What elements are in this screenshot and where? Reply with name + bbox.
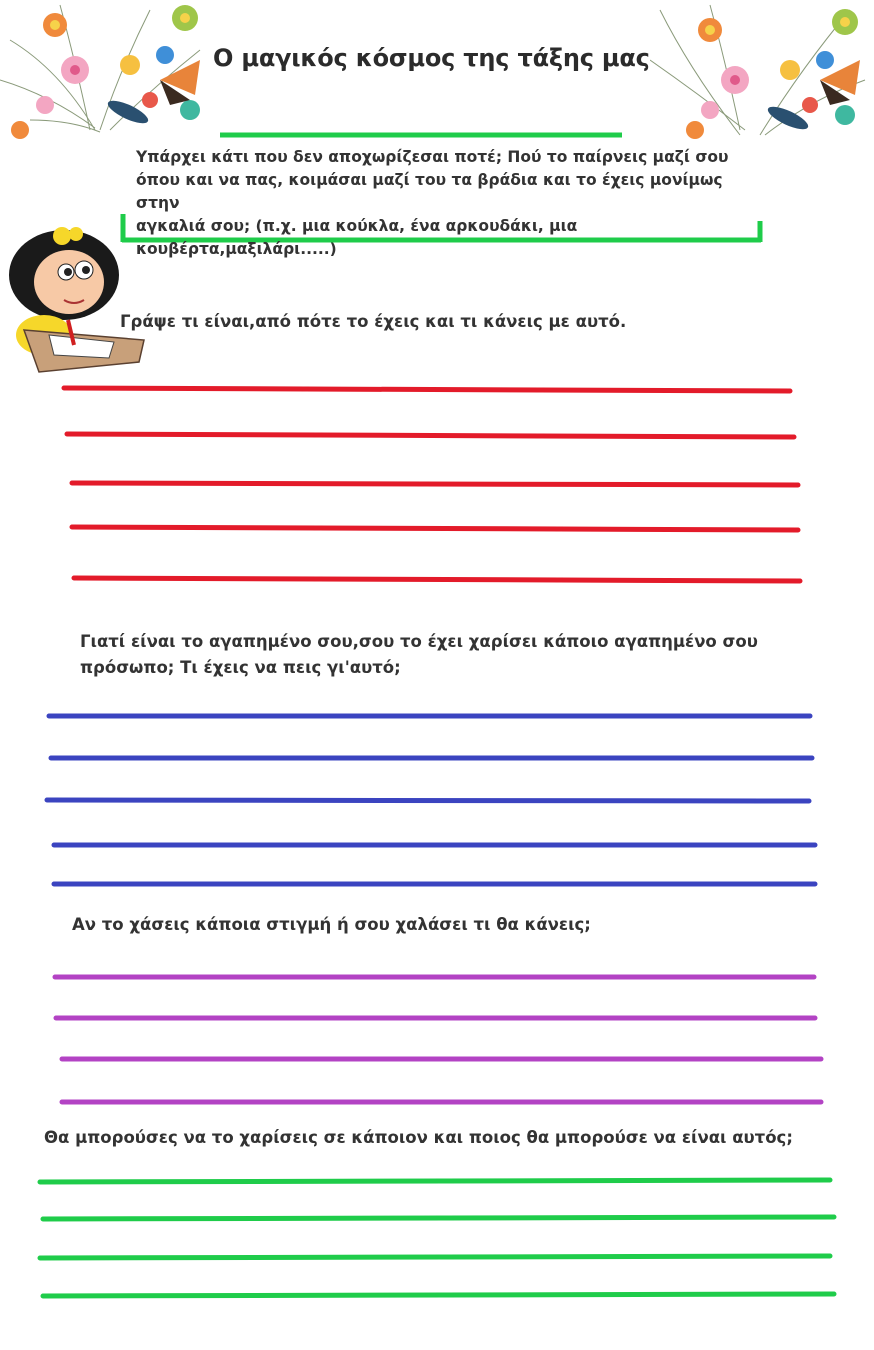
answer-line-green xyxy=(40,1256,830,1258)
question-2-line-1: Γιατί είναι το αγαπημένο σου,σου το έχει χαρίσει κάποιο αγαπημένο σου xyxy=(80,632,758,651)
answer-line-green xyxy=(43,1217,834,1219)
intro-line-4: κουβέρτα,μαξιλάρι.....) xyxy=(136,240,337,258)
answer-line-red xyxy=(67,434,794,437)
answer-line-green xyxy=(43,1294,834,1296)
question-1: Γράψε τι είναι,από πότε το έχεις και τι κάνεις με αυτό. xyxy=(120,312,627,331)
answer-line-red xyxy=(74,578,800,581)
answer-line-red xyxy=(64,388,790,391)
page-title: Ο μαγικός κόσμος της τάξης μας xyxy=(213,44,650,72)
intro-line-2: όπου και να πας, κοιμάσαι μαζί του τα βράδια και το έχεις μονίμως στην xyxy=(136,171,723,212)
answer-line-blue xyxy=(47,800,809,801)
question-2-line-2: πρόσωπο; Τι έχεις να πεις γι'αυτό; xyxy=(80,658,401,677)
answer-line-red xyxy=(72,483,798,485)
answer-line-red xyxy=(72,527,798,530)
intro-line-3: αγκαλιά σου; (π.χ. μια κούκλα, ένα αρκουδάκι, μια xyxy=(136,217,578,235)
question-3: Αν το χάσεις κάποια στιγμή ή σου χαλάσει τι θα κάνεις; xyxy=(72,915,591,934)
answer-line-green xyxy=(40,1180,830,1182)
intro-line-1: Υπάρχει κάτι που δεν αποχωρίζεσαι ποτέ; Πού το παίρνεις μαζί σου xyxy=(136,148,729,166)
question-4: Θα μπορούσες να το χαρίσεις σε κάποιον και ποιος θα μπορούσε να είναι αυτός; xyxy=(44,1128,793,1147)
